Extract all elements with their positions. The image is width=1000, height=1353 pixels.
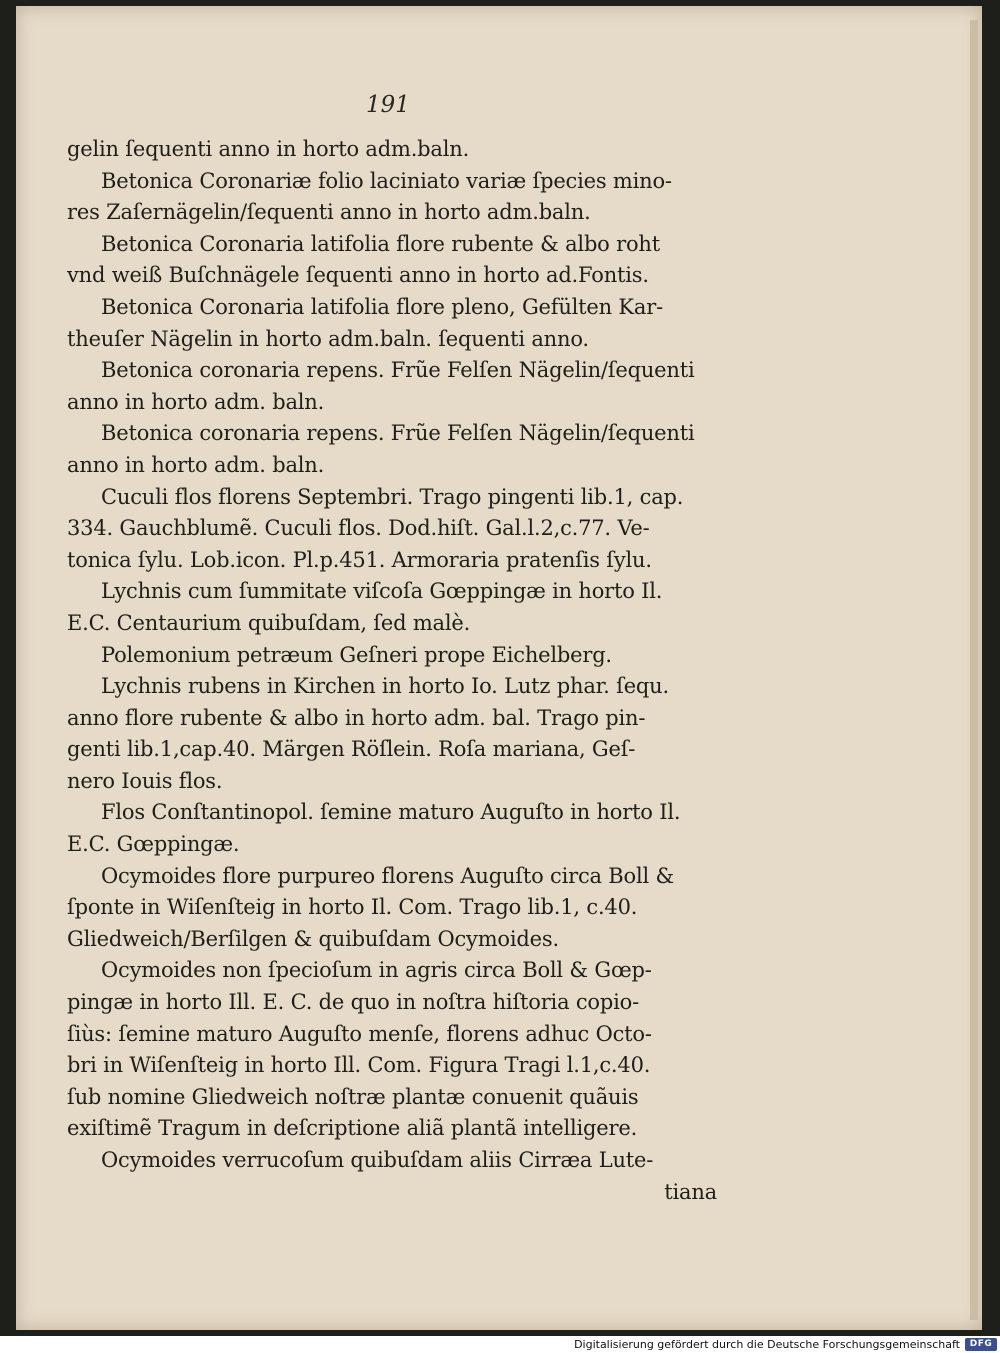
text-line: res Zaſernägelin/ſequenti anno in horto adm.baln.	[67, 200, 591, 225]
text-line: nero Iouis flos.	[67, 768, 223, 793]
text-line: bri in Wiſenſteig in horto Ill. Com. Figura Tragi l.1,c.40.	[67, 1053, 651, 1078]
text-line: tonica ſylu. Lob.icon. Pl.p.451. Armoraria pratenſis ſylu.	[67, 547, 652, 572]
text-line: Lychnis rubens in Kirchen in horto Io. Lutz phar. ſequ.	[101, 674, 669, 699]
text-line: Betonica coronaria repens. Frũe Felſen Nägelin/ſequenti	[101, 358, 695, 383]
text-line: Cuculi flos florens Septembri. Trago pingenti lib.1, cap.	[101, 484, 684, 509]
text-line: Polemonium petræum Geſneri prope Eichelberg.	[101, 642, 612, 667]
text-block	[67, 134, 717, 1208]
text-line: Betonica coronaria repens. Frũe Felſen Nägelin/ſequenti	[101, 421, 695, 446]
text-line: Lychnis cum ſummitate viſcoſa Gœppingæ in horto Il.	[101, 579, 663, 604]
dfg-logo-icon: DFG	[965, 1338, 997, 1351]
text-line: Flos Conſtantinopol. ſemine maturo Auguſto in horto Il.	[101, 800, 681, 825]
page-edge	[970, 20, 978, 1320]
text-line: vnd weiß Buſchnägele ſequenti anno in horto ad.Fontis.	[67, 263, 649, 288]
text-line: gelin ſequenti anno in horto adm.baln.	[67, 137, 470, 161]
text-line: E.C. Centaurium quibuſdam, ſed malè.	[67, 610, 471, 635]
page-number: 191	[366, 92, 410, 118]
text-line: Ocymoides non ſpecioſum in agris circa Boll & Gœp-	[101, 958, 652, 983]
text-line: Betonica Coronariæ folio laciniato variæ ſpecies mino-	[101, 168, 672, 193]
text-line: E.C. Gœppingæ.	[67, 832, 240, 857]
footer-credit: Digitalisierung gefördert durch die Deutsche Forschungsgemeinschaft	[574, 1338, 960, 1351]
text-line: Gliedweich/Berſilgen & quibuſdam Ocymoides.	[67, 926, 559, 951]
text-line: 334. Gauchblumẽ. Cuculi flos. Dod.hiſt. Gal.l.2,c.77. Ve-	[67, 516, 650, 541]
text-line: pingæ in horto Ill. E. C. de quo in noſtra hiſtoria copio-	[67, 990, 639, 1015]
text-line: genti lib.1,cap.40. Märgen Röſlein. Roſa mariana, Geſ-	[67, 737, 636, 762]
text-line: exiſtimẽ Tragum in deſcriptione aliã plantã intelligere.	[67, 1116, 638, 1141]
text-line: Betonica Coronaria latifolia flore pleno, Gefülten Kar-	[101, 294, 663, 319]
text-line: theuſer Nägelin in horto adm.baln. ſequenti anno.	[67, 326, 589, 351]
text-line: Ocymoides flore purpureo florens Auguſto circa Boll &	[101, 863, 674, 888]
text-line: anno flore rubente & albo in horto adm. bal. Trago pin-	[67, 705, 646, 730]
text-line: Ocymoides verrucoſum quibuſdam aliis Cirræa Lute-	[101, 1148, 654, 1172]
footer-bar	[0, 1336, 1000, 1353]
text-line: ſiùs: ſemine maturo Auguſto menſe, florens adhuc Octo-	[67, 1021, 652, 1046]
catchword: tiana	[664, 1179, 717, 1204]
text-line: anno in horto adm. baln.	[67, 389, 325, 414]
text-line: ſub nomine Gliedweich noſtræ plantæ conuenit quãuis	[67, 1084, 639, 1109]
text-line: anno in horto adm. baln.	[67, 452, 325, 477]
text-line: Betonica Coronaria latifolia flore rubente & albo roht	[101, 231, 660, 256]
text-line: ſponte in Wiſenſteig in horto Il. Com. Trago lib.1, c.40.	[67, 895, 638, 920]
